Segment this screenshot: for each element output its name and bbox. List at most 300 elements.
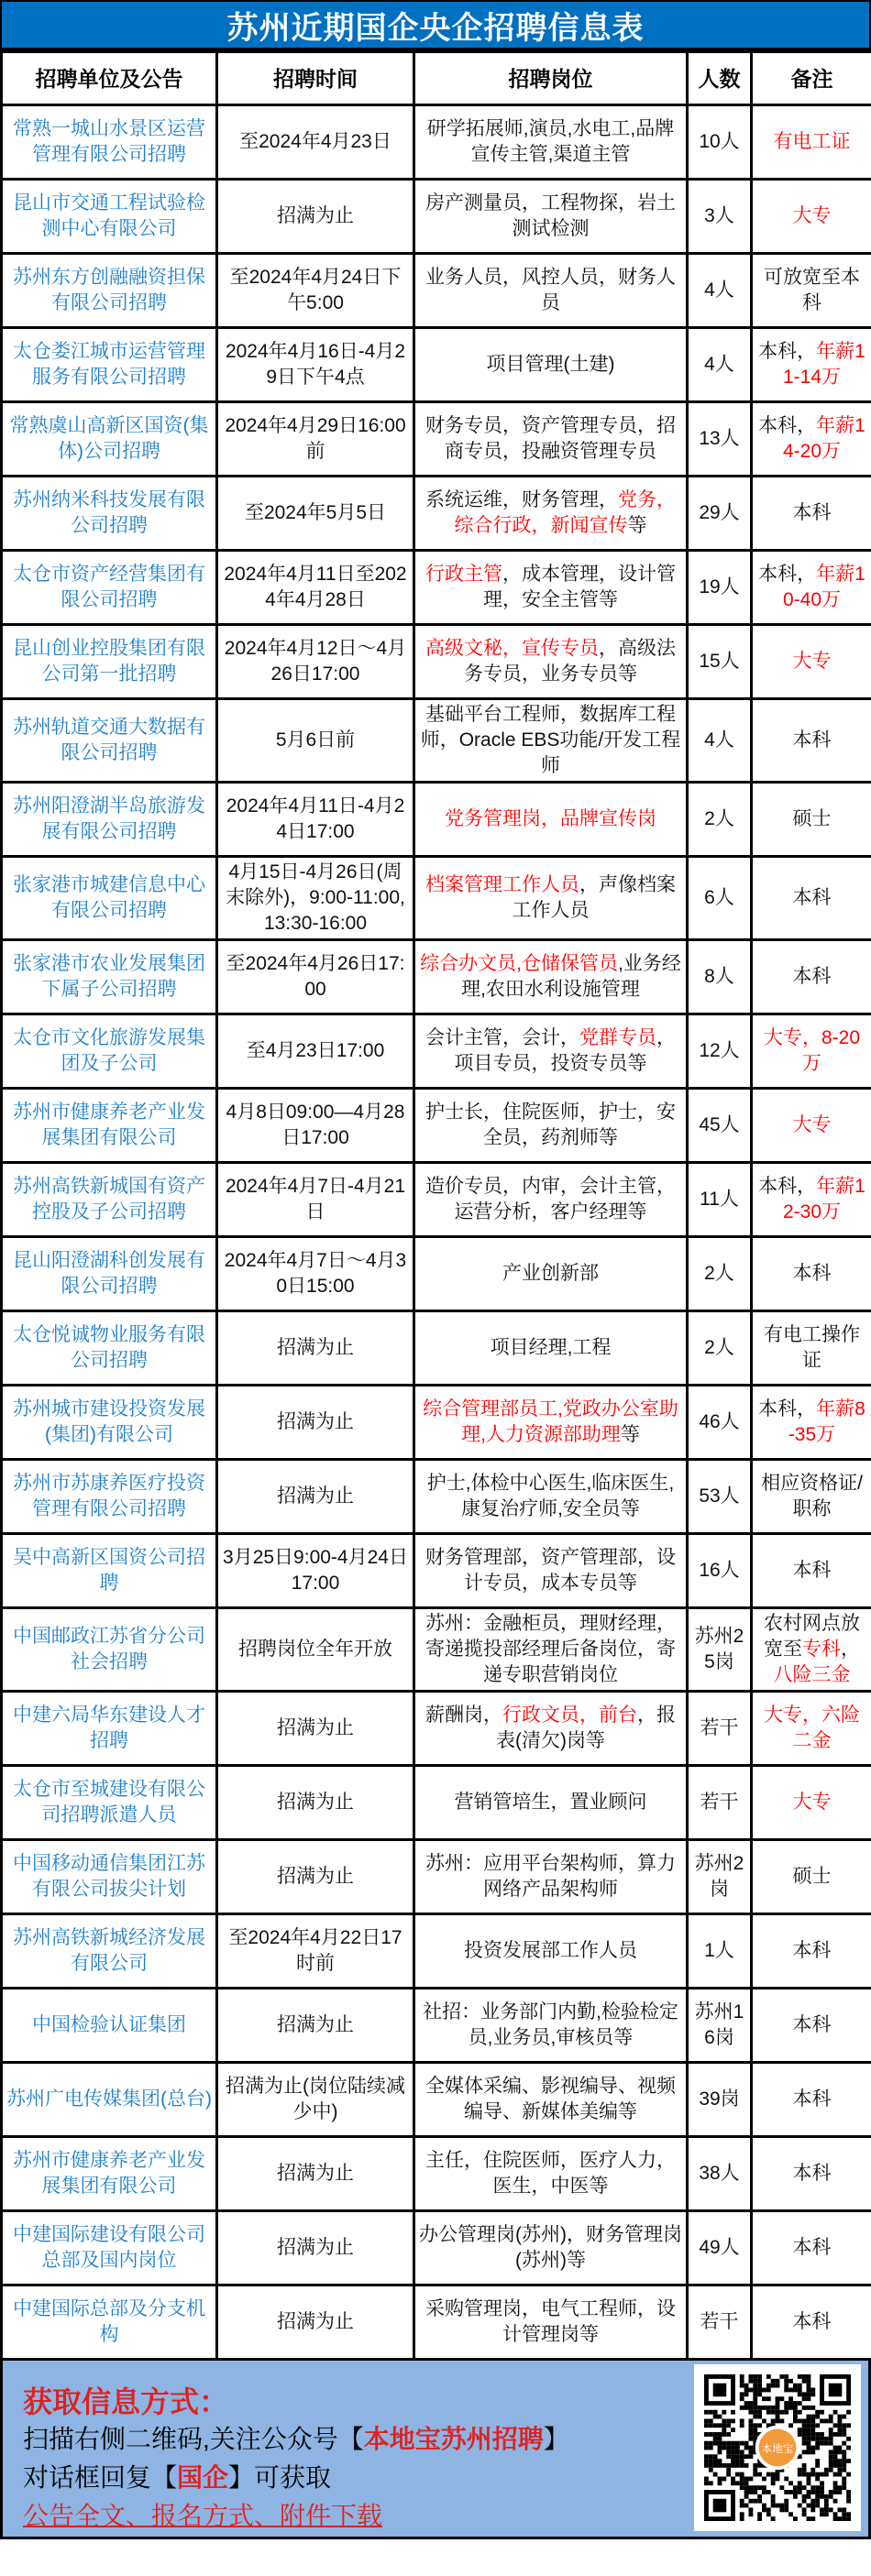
qr-module [744,2494,749,2499]
qr-module [798,2472,802,2477]
note-cell [752,1163,871,1237]
qr-module [713,2410,718,2415]
table-row [2,1014,871,1089]
qr-module [784,2477,788,2482]
table-row [2,857,871,940]
qr-module [798,2428,802,2432]
positions-cell [414,1237,688,1311]
headcount: 若干 [688,1692,752,1766]
positions-cell [414,2286,688,2360]
qr-module [776,2379,780,2384]
qr-module [757,2485,762,2490]
qr-module [810,2504,815,2508]
position-text: 苏州：应用平台架构师，算力网络产品架构师 [425,1853,676,1900]
positions-cell [414,1840,688,1914]
positions-cell [414,254,688,328]
qr-module [810,2388,815,2393]
table-row [2,1766,871,1840]
qr-module [815,2432,820,2437]
qr-module [802,2396,807,2401]
qr-module [807,2432,811,2437]
note-text: 本科， [758,1176,817,1197]
qr-module [726,2450,731,2454]
position-text: 高级文秘，宣传专员 [425,638,599,659]
qr-module [788,2401,793,2406]
qr-module [753,2423,757,2428]
headcount: 29人 [688,477,752,551]
qr-module [726,2472,731,2477]
note-text: 本科， [758,1398,817,1420]
headcount: 12人 [688,1014,752,1089]
qr-module [833,2512,838,2516]
qr-module [815,2437,820,2441]
note-text: 本科 [792,2088,832,2110]
qr-module [837,2415,842,2419]
qr-module [820,2507,824,2512]
qr-module [793,2401,798,2406]
qr-module [833,2485,838,2490]
qr-module [810,2415,815,2419]
qr-module [766,2388,771,2393]
qr-module [829,2494,833,2499]
qr-module [713,2437,718,2441]
company-link[interactable]: 苏州纳米科技发展有限公司招聘 [2,477,217,551]
qr-module [807,2437,811,2441]
note-cell [752,105,871,180]
qr-module [757,2423,762,2428]
qr-module [709,2441,713,2446]
qr-module [740,2392,744,2396]
qr-module [802,2374,807,2379]
qr-module [766,2410,771,2415]
positions-cell [414,1311,688,1386]
position-text: 财务专员，资产管理专员，招商专员，投融资管理专员 [425,415,676,462]
qr-module [740,2504,744,2508]
qr-module [788,2396,793,2401]
qr-module [779,2504,784,2508]
qr-module [842,2468,846,2472]
qr-module [726,2446,731,2450]
company-link[interactable]: 太仓市资产经营集团有限公司招聘 [2,551,217,625]
qr-module [824,2512,829,2516]
qr-module [846,2499,851,2504]
company-link[interactable]: 昆山市交通工程试验检测中心有限公司 [2,180,217,254]
company-link[interactable]: 太仓悦诚物业服务有限公司招聘 [2,1311,217,1386]
qr-module [807,2441,811,2446]
qr-module [810,2418,815,2423]
footer-line-scan [23,2419,569,2456]
qr-module [762,2396,766,2401]
note-text: 年薪11-14万 [782,341,865,388]
qr-module [757,2384,762,2388]
qr-module [807,2446,811,2450]
qr-module [784,2374,788,2379]
positions-cell [414,1608,688,1692]
company-link[interactable]: 苏州市健康养老产业发展集团有限公司 [2,1089,217,1163]
qr-module [793,2418,798,2423]
qr-module [820,2437,824,2441]
note-cell [752,1311,871,1386]
qr-module [757,2415,762,2419]
company-link[interactable]: 吴中高新区国资公司招聘 [2,1534,217,1608]
qr-module [837,2472,842,2477]
positions-cell [414,2137,688,2211]
qr-module [744,2454,749,2459]
table-row [2,940,871,1014]
position-text: 造价专员，内审，会计主管，运营分析，客户经理等 [425,1176,676,1222]
company-link[interactable]: 苏州东方创融融资担保有限公司招聘 [2,254,217,328]
qr-module [810,2516,815,2521]
company-link[interactable]: 苏州高铁新城国有资产控股及子公司招聘 [2,1163,217,1237]
table-row [2,105,871,180]
position-text: ，项目专员，投资专员等 [454,1027,676,1074]
qr-module [718,2481,722,2485]
qr-module [829,2432,833,2437]
recruit-time: 招满为止 [217,1311,414,1386]
company-link[interactable]: 张家港市农业发展集团下属子公司招聘 [2,940,217,1014]
qr-module [731,2428,735,2432]
qr-module [798,2410,802,2415]
qr-module [793,2384,798,2388]
qr-module [735,2481,740,2485]
qr-module [748,2410,753,2415]
qr-module [815,2494,820,2499]
recruit-time: 3月25日9:00-4月24日17:00 [217,1534,414,1608]
company-link[interactable]: 苏州城市建设投资发展(集团)有限公司 [2,1386,217,1460]
qr-module [784,2507,788,2512]
qr-module [771,2499,776,2504]
qr-module [740,2459,744,2463]
table-row [2,1237,871,1311]
qr-module [798,2374,802,2379]
header-time: 招聘时间 [217,52,414,105]
company-link[interactable]: 中国检验认证集团 [2,1989,217,2063]
qr-module [824,2507,829,2512]
note-text: 可放宽至本科 [764,267,860,313]
qr-module [740,2499,744,2504]
company-link[interactable]: 苏州广电传媒集团(总台) [2,2063,217,2137]
headcount: 13人 [688,402,752,477]
position-text: 档案管理工作人员 [425,874,579,895]
qr-module [762,2406,766,2410]
headcount: 若干 [688,2286,752,2360]
recruit-time: 2024年4月7日～4月30日15:00 [217,1237,414,1311]
qr-module [833,2446,838,2450]
qr-module [748,2512,753,2516]
qr-module [802,2494,807,2499]
qr-module [722,2418,726,2423]
qr-module [748,2388,753,2393]
qr-module [753,2379,757,2384]
qr-module [807,2406,811,2410]
qr-module [798,2392,802,2396]
qr-module [740,2374,744,2379]
qr-module [766,2406,771,2410]
positions-cell [414,625,688,699]
qr-code-icon[interactable] [694,2364,861,2531]
qr-finder [713,2499,727,2513]
qr-module [753,2410,757,2415]
company-link[interactable]: 苏州市苏康养医疗投资管理有限公司招聘 [2,1460,217,1534]
qr-module [704,2481,709,2485]
qr-module [704,2454,709,2459]
qr-module [726,2441,731,2446]
company-link[interactable]: 太仓市至城建设有限公司招聘派遣人员 [2,1766,217,1840]
qr-module [829,2490,833,2494]
note-cell [752,2286,871,2360]
recruit-time: 招满为止 [217,180,414,254]
qr-module [722,2441,726,2446]
positions-cell [414,551,688,625]
company-link[interactable]: 苏州轨道交通大数据有限公司招聘 [2,699,217,783]
note-cell [752,2063,871,2137]
qr-module [837,2463,842,2468]
recruit-time: 招满为止 [217,2286,414,2360]
qr-module [740,2477,744,2482]
qr-module [744,2477,749,2482]
qr-finder [829,2384,843,2397]
qr-module [802,2432,807,2437]
qr-module [753,2485,757,2490]
note-cell [752,551,871,625]
qr-module [824,2494,829,2499]
table-row [2,180,871,254]
company-link[interactable]: 苏州市健康养老产业发展集团有限公司 [2,2137,217,2211]
headcount: 苏州25岗 [688,1608,752,1692]
company-link[interactable]: 中国邮政江苏省分公司社会招聘 [2,1608,217,1692]
qr-module [771,2406,776,2410]
note-text: 本科 [792,2311,832,2332]
recruit-time: 2024年4月29日16:00前 [217,402,414,477]
qr-module [784,2401,788,2406]
footer-line2-suffix: 】可获取 [228,2463,332,2492]
qr-module [837,2490,842,2494]
qr-module [744,2504,749,2508]
position-text: 薪酬岗， [425,1705,502,1726]
qr-module [779,2418,784,2423]
qr-module [824,2441,829,2446]
qr-module [753,2415,757,2419]
note-text: 本科 [792,1263,832,1284]
table-row [2,2286,871,2360]
qr-module [735,2472,740,2477]
company-link[interactable]: 中国移动通信集团江苏有限公司拔尖计划 [2,1840,217,1914]
qr-module [810,2437,815,2441]
table-row [2,2137,871,2211]
qr-module [807,2396,811,2401]
table-row [2,1914,871,1989]
positions-cell [414,1386,688,1460]
qr-module [802,2437,807,2441]
qr-module [837,2432,842,2437]
company-link[interactable]: 常熟虞山高新区国资(集体)公司招聘 [2,402,217,477]
qr-module [713,2441,718,2446]
qr-module [766,2396,771,2401]
qr-module [807,2450,811,2454]
table-row [2,625,871,699]
qr-module [713,2459,718,2463]
qr-module [810,2485,815,2490]
qr-module [713,2463,718,2468]
qr-module [815,2441,820,2446]
qr-module [807,2428,811,2432]
recruit-time: 招满为止 [217,1766,414,1840]
qr-module [704,2432,709,2437]
qr-module [798,2468,802,2472]
note-cell [752,1914,871,1989]
position-text: 行政文员，前台 [502,1705,637,1726]
qr-module [771,2494,776,2499]
qr-module [776,2472,780,2477]
company-link[interactable]: 昆山阳澄湖科创发展有限公司招聘 [2,1237,217,1311]
qr-module [731,2441,735,2446]
qr-module [766,2490,771,2494]
qr-module [753,2406,757,2410]
company-link[interactable]: 中建六局华东建设人才招聘 [2,1692,217,1766]
position-text: 会计主管，会计， [425,1027,579,1048]
qr-module [740,2516,744,2521]
qr-module [842,2459,846,2463]
headcount: 苏州2岗 [688,1840,752,1914]
positions-cell [414,477,688,551]
recruit-time: 招满为止 [217,1386,414,1460]
qr-module [766,2512,771,2516]
qr-module [802,2468,807,2472]
qr-module [807,2504,811,2508]
qr-module [762,2507,766,2512]
qr-module [802,2428,807,2432]
qr-module [807,2418,811,2423]
qr-module [802,2512,807,2516]
qr-module [837,2450,842,2454]
qr-module [815,2477,820,2482]
company-link[interactable]: 张家港市城建信息中心有限公司招聘 [2,857,217,940]
recruit-time: 2024年4月16日-4月29日下午4点 [217,328,414,402]
qr-module [735,2450,740,2454]
note-text: 有电工操作证 [764,1324,860,1371]
qr-module [753,2396,757,2401]
qr-module [810,2472,815,2477]
qr-module [807,2384,811,2388]
headcount: 16人 [688,1534,752,1608]
qr-module [793,2516,798,2521]
company-link[interactable]: 苏州阳澄湖半岛旅游发展有限公司招聘 [2,783,217,857]
qr-module [709,2418,713,2423]
qr-module [784,2384,788,2388]
qr-module [837,2468,842,2472]
qr-module [748,2454,753,2459]
note-cell [752,2211,871,2286]
company-link[interactable]: 昆山创业控股集团有限公司第一批招聘 [2,625,217,699]
footer-line-reply [23,2458,331,2494]
positions-cell [414,1534,688,1608]
qr-module [762,2485,766,2490]
qr-module [824,2418,829,2423]
qr-module [784,2388,788,2393]
position-text: 基础平台工程师，数据库工程师，Oracle EBS功能/开发工程师 [420,704,681,776]
download-link[interactable]: 公告全文、报名方式、附件下载 [23,2502,383,2530]
position-text: 业务人员，风控人员，财务人员 [425,267,676,313]
qr-module [757,2406,762,2410]
qr-module [837,2423,842,2428]
qr-module [776,2384,780,2388]
note-text: 大专，8-20万 [763,1027,861,1074]
qr-module [753,2468,757,2472]
qr-module [810,2392,815,2396]
qr-module [837,2485,842,2490]
qr-module [776,2401,780,2406]
qr-module [846,2490,851,2494]
qr-module [744,2384,749,2388]
qr-module [757,2463,762,2468]
qr-module [704,2463,709,2468]
note-text: 本科 [792,966,832,987]
qr-module [842,2507,846,2512]
qr-module [704,2410,709,2415]
qr-module [726,2432,731,2437]
qr-module [740,2441,744,2446]
qr-module [842,2454,846,2459]
company-link[interactable]: 太仓娄江城市运营管理服务有限公司招聘 [2,328,217,402]
qr-module [731,2418,735,2423]
qr-module [833,2472,838,2477]
qr-module [748,2485,753,2490]
position-text: 系统运维，财务管理， [425,489,618,510]
qr-module [740,2384,744,2388]
qr-module [718,2450,722,2454]
table-row [2,2063,871,2137]
qr-module [793,2485,798,2490]
recruit-time: 2024年4月11日-4月24日17:00 [217,783,414,857]
note-cell [752,699,871,783]
qr-module [815,2459,820,2463]
qr-module [748,2450,753,2454]
qr-module [744,2406,749,2410]
qr-module [810,2499,815,2504]
recruit-time: 至2024年4月22日17时前 [217,1914,414,1989]
company-link[interactable]: 苏州高铁新城经济发展有限公司 [2,1914,217,1989]
qr-module [776,2504,780,2508]
company-link[interactable]: 中建国际建设有限公司总部及国内岗位 [2,2211,217,2286]
company-link[interactable]: 常熟一城山水景区运营管理有限公司招聘 [2,105,217,180]
company-link[interactable]: 中建国际总部及分支机构 [2,2286,217,2360]
page-title: 苏州近期国企央企招聘信息表 [0,0,871,50]
qr-module [740,2454,744,2459]
positions-cell [414,105,688,180]
position-text: 项目经理,工程 [490,1337,612,1358]
qr-module [846,2516,851,2521]
headcount: 45人 [688,1089,752,1163]
positions-cell [414,1014,688,1089]
header-note: 备注 [752,52,871,105]
positions-cell [414,699,688,783]
position-text: 社招：业务部门内勤,检验检定员,业务员,审核员等 [423,2001,678,2048]
note-text: 相应资格证/职称 [761,1473,863,1519]
table-body [2,105,871,2360]
qr-module [757,2499,762,2504]
qr-module [748,2477,753,2482]
qr-module [709,2481,713,2485]
qr-module [846,2472,851,2477]
qr-module [776,2396,780,2401]
company-link[interactable]: 太仓市文化旅游发展集团及子公司 [2,1014,217,1089]
note-cell [752,1608,871,1692]
position-text: 综合办文员,仓储保管员 [420,953,618,974]
qr-module [762,2388,766,2393]
qr-module [753,2472,757,2477]
recruit-time: 招满为止 [217,1989,414,2063]
positions-cell [414,2063,688,2137]
